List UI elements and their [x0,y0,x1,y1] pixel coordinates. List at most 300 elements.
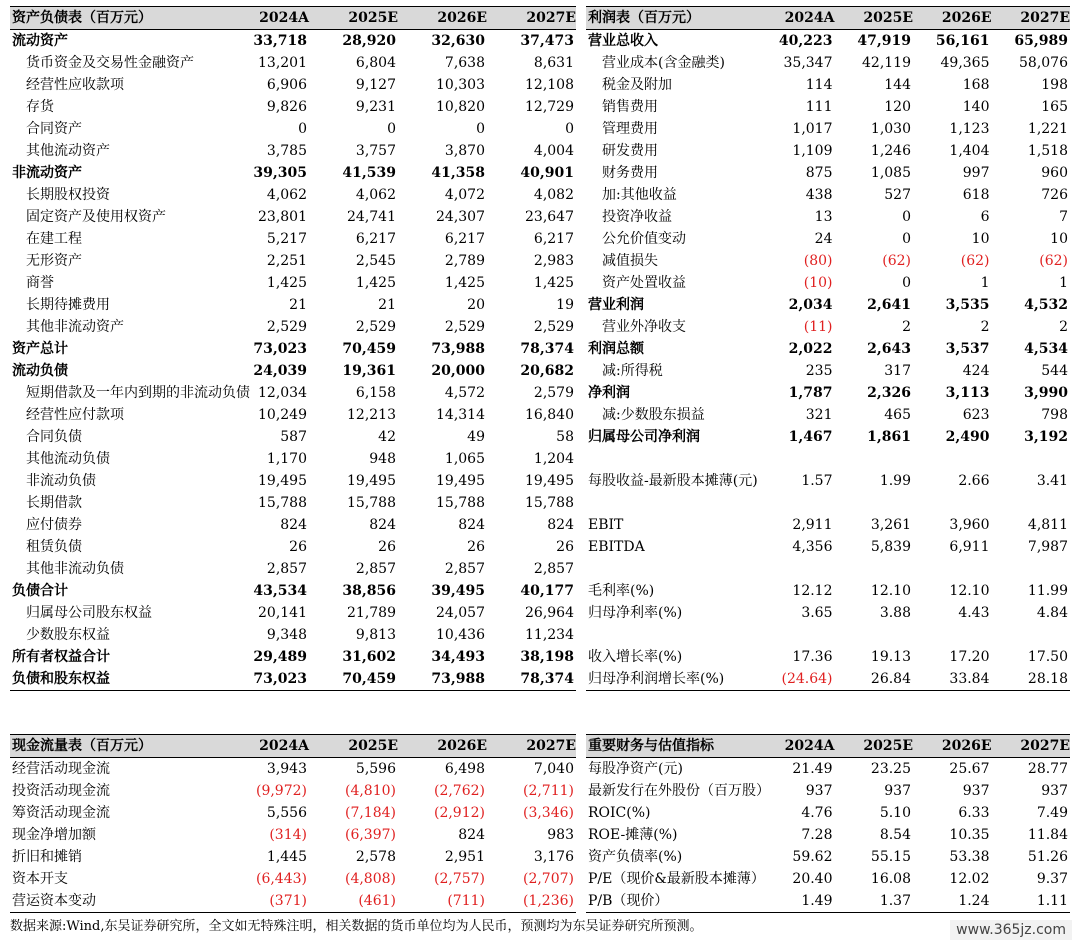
cell-value [913,492,992,514]
table-row [10,118,576,140]
cell-value: 1,109 [792,143,833,159]
cell-value: 3,192 [1024,429,1068,445]
cell-value [992,492,1071,514]
row-label: 非流动负债 [26,473,96,489]
cell-value: 53.38 [949,849,990,865]
cash-flow-col-header: 2026E [398,735,487,758]
cell-value: 6,217 [444,231,485,247]
cell-value: 24,057 [436,605,485,621]
row-label: 资产总计 [12,341,68,357]
row-label: 归母净利率(%) [588,605,683,621]
table-row [10,646,576,668]
table-row [586,30,1070,53]
table-row [10,668,576,691]
table-row [586,824,1070,846]
row-label: 存货 [26,99,54,115]
income-statement-header [586,7,1070,30]
cell-value: 33,718 [253,33,307,49]
cell-value: 2,951 [444,849,485,865]
cell-value: 43,534 [253,583,307,599]
row-label: 非流动资产 [12,165,82,181]
income-statement-panel [586,6,1070,691]
cash-flow-col-header: 2027E [487,735,576,758]
cell-value: (24.64) [756,668,835,691]
row-label: 经营性应收款项 [26,77,124,93]
row-label: 减:少数股东损益 [602,407,705,423]
row-label: EBIT [588,517,624,533]
cell-value: 28.77 [1027,761,1068,777]
cell-value: 20,682 [520,363,574,379]
cell-value: 17.20 [949,649,990,665]
row-label: 在建工程 [26,231,82,247]
income-statement-body [586,30,1070,691]
row-label: EBITDA [588,539,645,555]
cell-value: 19,361 [342,363,396,379]
table-row [10,470,576,492]
cell-value: 56,161 [935,33,990,49]
cell-value: 1,425 [355,275,396,291]
cell-value: 4,572 [444,385,485,401]
row-label: 营业成本(含金融类) [602,55,725,71]
table-row [586,382,1070,404]
table-row [586,250,1070,272]
cell-value: 42 [378,429,396,445]
cell-value: 1 [980,275,990,291]
cell-value: 6 [980,209,990,225]
table-row [10,382,576,404]
table-row [10,824,576,846]
cell-value: (3,346) [522,805,574,821]
cell-value: 73,023 [220,668,309,691]
table-row [586,96,1070,118]
income-statement-title: 利润表（百万元） [586,7,756,30]
row-label: 研发费用 [602,143,658,159]
cell-value: 59.62 [792,849,833,865]
cell-value: 21.49 [792,761,833,777]
row-label: 少数股东权益 [26,627,110,643]
row-label [586,624,756,646]
table-row [586,492,1070,514]
cell-value: 824 [458,517,485,533]
row-label: 净利润 [588,385,630,401]
row-label: 流动负债 [12,363,68,379]
cell-value: 24,307 [436,209,485,225]
table-row [10,492,576,514]
row-label: 长期借款 [26,495,82,511]
cell-value: 26 [556,539,574,555]
table-row [586,868,1070,890]
cell-value: 21 [289,297,307,313]
cell-value: 1,123 [949,121,990,137]
cell-value: 4,356 [792,539,833,555]
cell-value: 10 [1050,231,1068,247]
cell-value: 1.57 [801,473,833,489]
income-statement-col-header: 2027E [992,7,1071,30]
table-row [586,140,1070,162]
cell-value: 2,490 [945,429,990,445]
cell-value: 1,085 [870,165,911,181]
cell-value: 3,537 [945,341,990,357]
cell-value: 24,039 [253,363,307,379]
cell-value [913,624,992,646]
row-label: 税金及附加 [602,77,672,93]
cell-value: 2 [980,319,990,335]
cell-value: 3,113 [945,385,990,401]
row-label: 营业利润 [588,297,644,313]
cell-value: (314) [269,827,307,843]
table-row [586,294,1070,316]
table-row [586,316,1070,338]
row-label: 经营性应付款项 [26,407,124,423]
cell-value: 235 [805,363,833,379]
cell-value: 17.50 [1027,649,1068,665]
cell-value: 1,030 [870,121,911,137]
cell-value: 2,326 [867,385,911,401]
key-metrics-col-header: 2025E [835,735,914,758]
cell-value: 6,498 [444,761,485,777]
cell-value: 7,040 [533,761,574,777]
cell-value [913,558,992,580]
cell-value: 1,017 [792,121,833,137]
cell-value: (62) [882,253,911,269]
cell-value: 25.67 [949,761,990,777]
table-row [10,602,576,624]
row-label: 其他非流动资产 [26,319,124,335]
cell-value: 120 [884,99,911,115]
row-label: 租赁负债 [26,539,82,555]
cell-value [835,448,914,470]
table-row [10,338,576,360]
cell-value: 10,303 [436,77,485,93]
cell-value: 19 [556,297,574,313]
table-row [586,52,1070,74]
cell-value: 1,246 [870,143,911,159]
key-metrics-panel [586,734,1070,913]
cell-value: 3,990 [1024,385,1068,401]
table-row [586,228,1070,250]
income-statement-table [586,6,1070,691]
cell-value: 2 [902,319,911,335]
cell-value: 4,534 [1024,341,1068,357]
row-label: 筹资活动现金流 [12,805,110,821]
cell-value: 14,314 [436,407,485,423]
cell-value: 527 [884,187,911,203]
cell-value: 3,261 [870,517,911,533]
row-label: 其他流动负债 [26,451,110,467]
table-row [10,624,576,646]
table-row [10,448,576,470]
cell-value: 73,023 [253,341,307,357]
row-label: 减值损失 [602,253,658,269]
row-label: 货币资金及交易性金融资产 [26,55,194,71]
cell-value: 2,034 [788,297,833,313]
row-label: P/B（现价） [586,890,756,913]
cell-value: 65,989 [1014,33,1068,49]
cell-value: 8,631 [533,55,574,71]
cell-value: 6,906 [266,77,307,93]
cell-value: 12.02 [949,871,990,887]
cell-value: 19,495 [258,473,307,489]
cell-value: 3,535 [945,297,990,313]
cell-value: 960 [1041,165,1068,181]
table-row [586,184,1070,206]
cell-value: 1,221 [1027,121,1068,137]
cell-value: 824 [369,517,396,533]
cell-value: 1,404 [949,143,990,159]
cell-value: 26,964 [525,605,574,621]
table-row [586,780,1070,802]
cell-value: 73,988 [398,668,487,691]
source-note: 数据来源:Wind,东吴证券研究所，全文如无特殊注明，相关数据的货币单位均为人民币，预测均为东吴证券研究所预测。 [10,919,703,934]
cell-value: (371) [220,890,309,913]
table-row [586,162,1070,184]
cell-value: 11.99 [1027,583,1068,599]
cell-value: 1.49 [756,890,835,913]
table-row [586,890,1070,913]
cell-value: 24 [814,231,833,247]
row-label: ROIC(%) [588,805,651,821]
cell-value: 24,741 [347,209,396,225]
row-label: 最新发行在外股份（百万股） [588,783,770,799]
table-row [10,580,576,602]
cell-value: 58,076 [1019,55,1068,71]
cell-value: 4,004 [533,143,574,159]
cell-value: 2,641 [867,297,911,313]
cell-value: 1,518 [1027,143,1068,159]
table-row [586,206,1070,228]
table-row [586,758,1070,781]
cell-value: (2,912) [433,805,485,821]
row-label: 投资活动现金流 [12,783,110,799]
cell-value: 13,201 [258,55,307,71]
cell-value: 0 [902,231,911,247]
key-metrics-col-header: 2026E [913,735,992,758]
table-row [586,470,1070,492]
cell-value: 2,579 [533,385,574,401]
cell-value: 9,813 [355,627,396,643]
row-label: ROE-摊薄(%) [588,827,678,843]
table-row [10,780,576,802]
table-row [586,536,1070,558]
cell-value: 10.35 [949,827,990,843]
cell-value: (711) [398,890,487,913]
table-row [586,448,1070,470]
cell-value: 5,217 [266,231,307,247]
cell-value: 587 [280,429,307,445]
cell-value: 2.66 [958,473,990,489]
cell-value: 168 [962,77,990,93]
cell-value: 6,158 [355,385,396,401]
cell-value: 1,170 [266,451,307,467]
table-row [586,602,1070,624]
cell-value: 3,757 [355,143,396,159]
cell-value: 16,840 [525,407,574,423]
cell-value: 3,176 [533,849,574,865]
row-label: 管理费用 [602,121,658,137]
row-label: 所有者权益合计 [12,649,110,665]
row-label: 经营活动现金流 [12,761,110,777]
cell-value: 10,820 [436,99,485,115]
cell-value: 21,789 [347,605,396,621]
table-row [10,316,576,338]
cell-value: 20,000 [431,363,485,379]
row-label: P/E（现价&最新股本摊薄） [588,871,765,887]
cell-value: 3,943 [266,761,307,777]
cell-value: 41,539 [342,165,396,181]
cell-value: 19.13 [870,649,911,665]
cell-value: 23,801 [258,209,307,225]
cash-flow-col-header: 2024A [220,735,309,758]
row-label: 利润总额 [588,341,644,357]
cell-value: 29,489 [253,649,307,665]
key-metrics-body [586,758,1070,913]
table-row [10,96,576,118]
cell-value [756,624,835,646]
cell-value: (4,810) [344,783,396,799]
cell-value: 33.84 [913,668,992,691]
row-label: 负债和股东权益 [10,668,220,691]
cell-value: 20 [467,297,485,313]
cell-value: 11.84 [1027,827,1068,843]
cell-value: (2,757) [433,871,485,887]
table-row [10,890,576,913]
cell-value: 78,374 [520,341,574,357]
balance-sheet-col-header: 2024A [220,7,309,30]
cell-value: 38,198 [520,649,574,665]
cell-value: 438 [805,187,833,203]
cell-value: 2,983 [533,253,574,269]
balance-sheet-title: 资产负债表（百万元） [10,7,220,30]
cell-value: 8.54 [879,827,911,843]
cell-value: 875 [805,165,833,181]
table-row [10,74,576,96]
row-label: 合同负债 [26,429,82,445]
income-statement-col-header: 2025E [835,7,914,30]
cell-value: 12.10 [870,583,911,599]
cell-value: 38,856 [342,583,396,599]
row-label: 投资净收益 [602,209,672,225]
cell-value: 1.24 [913,890,992,913]
cell-value: 726 [1041,187,1068,203]
cell-value: 12.12 [792,583,833,599]
row-label: 每股收益-最新股本摊薄(元) [588,473,758,489]
cell-value: 824 [547,517,574,533]
cell-value: 4,062 [266,187,307,203]
cell-value: 34,493 [431,649,485,665]
key-metrics-header [586,735,1070,758]
cell-value: (6,397) [344,827,396,843]
cell-value: 983 [547,827,574,843]
cell-value: 23.25 [870,761,911,777]
cell-value: (4,808) [344,871,396,887]
cell-value: (80) [803,253,833,269]
cell-value: 2,578 [355,849,396,865]
cell-value: 10,436 [436,627,485,643]
cell-value: (62) [1039,253,1068,269]
balance-sheet-body [10,30,576,691]
row-label: 财务费用 [602,165,658,181]
table-row [10,360,576,382]
table-row [10,30,576,53]
table-row [10,162,576,184]
cell-value: 15,788 [525,495,574,511]
cell-value: 824 [280,517,307,533]
cell-value: 6,217 [355,231,396,247]
cell-value: (6,443) [255,871,307,887]
cell-value: 12.10 [949,583,990,599]
cell-value: 4.84 [1036,605,1068,621]
table-row [10,52,576,74]
cell-value: 12,729 [525,99,574,115]
cell-value: 9,348 [266,627,307,643]
cell-value: 2,529 [355,319,396,335]
cell-value: 73,988 [431,341,485,357]
table-row [586,404,1070,426]
cell-value: 9,826 [266,99,307,115]
row-label: 固定资产及使用权资产 [26,209,166,225]
cell-value: 144 [884,77,911,93]
table-row [586,360,1070,382]
cell-value: 28,920 [342,33,396,49]
balance-sheet-table [10,6,576,691]
row-label: 应付债券 [26,517,82,533]
table-row [10,184,576,206]
cell-value: 28.18 [992,668,1071,691]
table-row [10,228,576,250]
cell-value: 1,204 [533,451,574,467]
cell-value: 1.11 [992,890,1071,913]
cell-value: 1.99 [879,473,911,489]
key-metrics-col-header: 2027E [992,735,1071,758]
row-label: 资本开支 [12,871,68,887]
row-label: 负债合计 [12,583,68,599]
cell-value: 544 [1041,363,1068,379]
cell-value: 7,638 [444,55,485,71]
row-label: 营业外净收支 [602,319,686,335]
cell-value: 4,062 [355,187,396,203]
cell-value: 5.10 [879,805,911,821]
table-row [10,250,576,272]
watermark: www.365jz.com [950,920,1072,940]
row-label: 资产负债率(%) [588,849,683,865]
cell-value: 5,596 [355,761,396,777]
cell-value: 70,459 [309,668,398,691]
cell-value: 19,495 [525,473,574,489]
cell-value: 6,911 [949,539,990,555]
cell-value [913,448,992,470]
cell-value: 114 [805,77,833,93]
table-row [10,140,576,162]
row-label: 短期借款及一年内到期的非流动负债 [26,385,250,401]
row-label: 商誉 [26,275,54,291]
cell-value: 4.76 [801,805,833,821]
cell-value: 23,647 [525,209,574,225]
table-row [586,338,1070,360]
cell-value: 2,529 [533,319,574,335]
cell-value: 21 [378,297,396,313]
cash-flow-header [10,735,576,758]
table-row [586,426,1070,448]
cell-value [756,448,835,470]
cell-value: 824 [458,827,485,843]
table-row [10,846,576,868]
cell-value: 3,960 [949,517,990,533]
balance-sheet-col-header: 2027E [487,7,576,30]
cell-value: 3.88 [879,605,911,621]
cell-value [835,558,914,580]
cell-value: 20,141 [258,605,307,621]
row-label: 长期股权投资 [26,187,110,203]
